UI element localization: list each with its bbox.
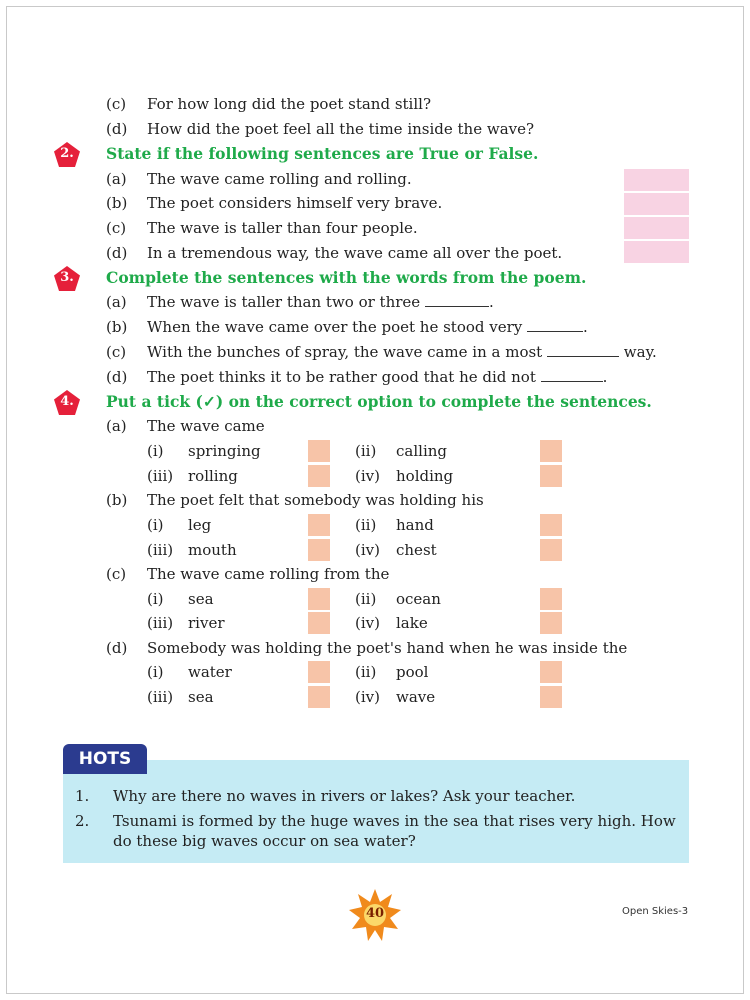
page-number-badge	[348, 888, 402, 942]
list-item	[106, 638, 628, 658]
badge-number: 3.	[60, 270, 74, 285]
list-item	[106, 119, 535, 139]
option-number: (ii)	[355, 516, 377, 534]
fill-blank[interactable]	[425, 292, 489, 307]
list-item	[106, 490, 484, 510]
item-label: (c)	[106, 565, 127, 583]
item-text: Why are there no waves in rivers or lakes? Ask your teacher.	[113, 787, 576, 805]
tick-box[interactable]	[540, 465, 562, 487]
question-badge-4	[53, 389, 81, 417]
tick-box[interactable]	[540, 514, 562, 536]
option-number: (ii)	[355, 663, 377, 681]
option-text: ocean	[396, 590, 441, 608]
item-text: For how long did the poet stand still?	[147, 95, 431, 113]
item-text: The wave came	[147, 417, 265, 435]
option-text: hand	[396, 516, 434, 534]
item-text: In a tremendous way, the wave came all over the poet.	[147, 244, 563, 262]
hots-item	[75, 811, 676, 850]
item-suffix: .	[488, 293, 494, 311]
tick-box[interactable]	[308, 539, 330, 561]
option	[147, 466, 238, 486]
item-text: How did the poet feel all the time inside the wave?	[147, 120, 535, 138]
option-number: (iii)	[147, 688, 174, 706]
item-label: (b)	[106, 318, 128, 336]
book-title: Open Skies-3	[622, 906, 689, 917]
true-false-answer-box[interactable]	[624, 169, 689, 191]
list-item	[106, 193, 443, 213]
option-number: (iv)	[355, 688, 380, 706]
option-number: (iii)	[147, 467, 174, 485]
option	[147, 662, 232, 682]
tick-box[interactable]	[308, 465, 330, 487]
option-text: river	[188, 614, 225, 632]
tick-box[interactable]	[540, 686, 562, 708]
tick-box[interactable]	[308, 514, 330, 536]
option	[147, 515, 212, 535]
list-item	[106, 292, 494, 312]
option	[355, 589, 441, 609]
list-item	[106, 564, 390, 584]
option-text: sea	[188, 688, 214, 706]
badge-number: 4.	[60, 394, 74, 409]
badge-number: 2.	[60, 146, 74, 161]
item-label: (a)	[106, 170, 127, 188]
true-false-answer-box[interactable]	[624, 241, 689, 263]
option-number: (iv)	[355, 541, 380, 559]
question-badge-2	[53, 141, 81, 169]
option-text: springing	[188, 442, 261, 460]
item-label: (b)	[106, 491, 128, 509]
list-item	[106, 243, 563, 263]
item-text: When the wave came over the poet he stood very	[147, 318, 523, 336]
item-label: 2.	[75, 812, 90, 830]
item-text-line2: do these big waves occur on sea water?	[113, 832, 416, 850]
tick-box[interactable]	[308, 661, 330, 683]
option-text: water	[188, 663, 232, 681]
item-suffix: way.	[623, 343, 657, 361]
page-number: 40	[365, 906, 385, 921]
tick-box[interactable]	[308, 686, 330, 708]
true-false-answer-box[interactable]	[624, 193, 689, 215]
option-text: leg	[188, 516, 212, 534]
option	[355, 540, 437, 560]
option	[355, 441, 447, 461]
item-label: (c)	[106, 219, 127, 237]
option-text: mouth	[188, 541, 237, 559]
item-label: (c)	[106, 95, 127, 113]
list-item	[106, 169, 412, 189]
list-item	[106, 367, 608, 387]
item-label: (a)	[106, 417, 127, 435]
option	[355, 687, 436, 707]
item-text: The poet felt that somebody was holding his	[147, 491, 484, 509]
item-label: (d)	[106, 639, 128, 657]
option-number: (iv)	[355, 614, 380, 632]
option-number: (i)	[147, 516, 164, 534]
option	[147, 687, 214, 707]
item-text: The wave is taller than four people.	[147, 219, 418, 237]
tick-box[interactable]	[540, 588, 562, 610]
option	[355, 515, 434, 535]
option	[147, 613, 225, 633]
item-text: The poet thinks it to be rather good that he did not	[147, 368, 536, 386]
tick-box[interactable]	[540, 612, 562, 634]
item-text: The wave is taller than two or three	[147, 293, 421, 311]
option	[147, 540, 237, 560]
fill-blank[interactable]	[547, 342, 619, 357]
item-label: (d)	[106, 120, 128, 138]
item-text: The wave came rolling and rolling.	[147, 170, 412, 188]
item-text: With the bunches of spray, the wave came in a most	[147, 343, 543, 361]
question-heading-3: Complete the sentences with the words from the poem.	[106, 268, 587, 287]
list-item	[106, 416, 265, 436]
hots-item	[75, 786, 576, 806]
list-item	[106, 218, 418, 238]
item-label: (d)	[106, 244, 128, 262]
option-text: sea	[188, 590, 214, 608]
tick-box[interactable]	[308, 612, 330, 634]
true-false-answer-box[interactable]	[624, 217, 689, 239]
option-text: wave	[396, 688, 436, 706]
tick-box[interactable]	[540, 539, 562, 561]
item-text: Tsunami is formed by the huge waves in the sea that rises very high. How	[113, 812, 676, 830]
option-number: (i)	[147, 663, 164, 681]
option-text: holding	[396, 467, 454, 485]
option-number: (i)	[147, 442, 164, 460]
question-badge-3	[53, 265, 81, 293]
hots-title: HOTS	[63, 744, 147, 774]
tick-box[interactable]	[308, 440, 330, 462]
option-text: pool	[396, 663, 429, 681]
list-item	[106, 342, 657, 362]
item-suffix: .	[602, 368, 608, 386]
option-text: rolling	[188, 467, 238, 485]
option-text: calling	[396, 442, 447, 460]
tick-box[interactable]	[540, 440, 562, 462]
option-number: (i)	[147, 590, 164, 608]
item-label: (a)	[106, 293, 127, 311]
option	[355, 613, 428, 633]
item-text: The poet considers himself very brave.	[147, 194, 443, 212]
option	[147, 441, 261, 461]
item-label: 1.	[75, 787, 90, 805]
option	[355, 466, 454, 486]
item-suffix: .	[583, 318, 588, 336]
question-heading-2: State if the following sentences are True or False.	[106, 144, 539, 163]
option-text: lake	[396, 614, 428, 632]
fill-blank[interactable]	[527, 317, 583, 332]
item-text: The wave came rolling from the	[147, 565, 390, 583]
option-number: (ii)	[355, 590, 377, 608]
tick-box[interactable]	[308, 588, 330, 610]
item-label: (b)	[106, 194, 128, 212]
item-text: Somebody was holding the poet's hand when he was inside the	[147, 639, 628, 657]
option-text: chest	[396, 541, 437, 559]
list-item	[106, 94, 431, 114]
option-number: (iv)	[355, 467, 380, 485]
question-heading-4: Put a tick (✓) on the correct option to complete the sentences.	[106, 392, 652, 411]
item-label: (c)	[106, 343, 127, 361]
list-item	[106, 317, 588, 337]
option-number: (ii)	[355, 442, 377, 460]
option	[147, 589, 214, 609]
item-label: (d)	[106, 368, 128, 386]
option-number: (iii)	[147, 614, 174, 632]
option	[355, 662, 429, 682]
fill-blank[interactable]	[541, 367, 603, 382]
option-number: (iii)	[147, 541, 174, 559]
tick-box[interactable]	[540, 661, 562, 683]
